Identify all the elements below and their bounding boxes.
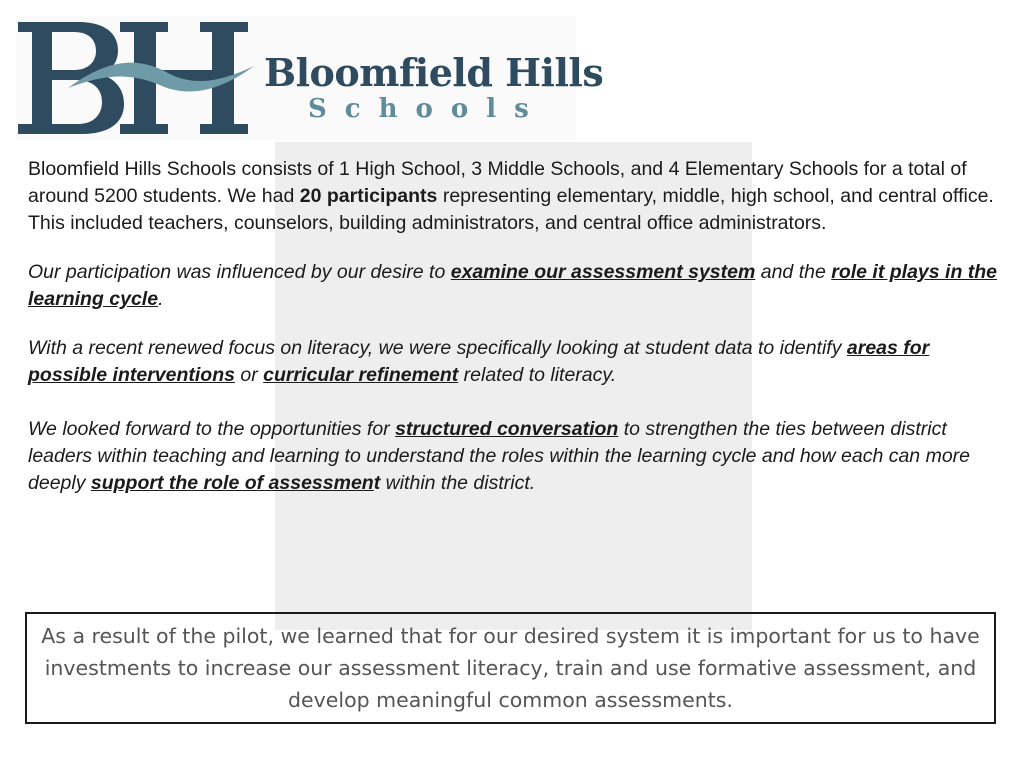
p4-highlight-2: support the role of assessmen [90, 472, 374, 494]
bloomfield-hills-logo [16, 16, 604, 140]
bh-monogram-icon [16, 16, 256, 140]
participation-paragraph [28, 259, 1003, 313]
district-overview-paragraph [28, 156, 1003, 237]
p2-text-2: and the [755, 261, 832, 283]
p4-text-3: t [373, 472, 381, 494]
main-content [28, 156, 1003, 497]
p2-text-3: . [158, 288, 164, 310]
p4-highlight-1: structured conversation [395, 418, 619, 440]
pilot-result-text: As a result of the pilot, we learned that for our desired system it is important for us to have investments to increase our assessment literacy, train and use formative assessment, and develop meaningful common assessments. [41, 624, 980, 712]
p2-highlight-1: examine our assessment system [450, 261, 756, 283]
p4-text-1: We looked forward to the opportunities for [28, 418, 396, 440]
p1-text-2: representing elementary, middle, high school, and central office. This included teachers, counselors, building administrators, and central office administrators. [28, 185, 994, 234]
pilot-result-box [25, 612, 996, 724]
p3-highlight-2: curricular refinement [263, 364, 459, 386]
p3-text-1: With a recent renewed focus on literacy, we were specifically looking at student data to identify [28, 337, 847, 359]
logo-subtitle: Schools [308, 94, 547, 124]
participants-count: 20 participants [299, 185, 438, 207]
p3-text-2: or [234, 364, 264, 386]
p4-text-2: to strengthen the ties between district leaders within teaching and learning to understand the roles within the learning cycle and how each can more deeply [28, 418, 970, 494]
conversation-paragraph [28, 416, 1003, 497]
p2-highlight-2: role it plays in the learning cycle [28, 261, 998, 310]
literacy-focus-paragraph [28, 335, 1003, 389]
p3-text-3: related to literacy. [458, 364, 617, 386]
p3-highlight-1: areas for possible interventions [28, 337, 930, 386]
logo-name: Bloomfield Hills [264, 50, 604, 95]
p1-text-1: Bloomfield Hills Schools consists of 1 High School, 3 Middle Schools, and 4 Elementary Schools for a total of around 5200 students. We had [28, 158, 967, 207]
p4-text-4: within the district. [380, 472, 536, 494]
p2-text-1: Our participation was influenced by our desire to [28, 261, 451, 283]
